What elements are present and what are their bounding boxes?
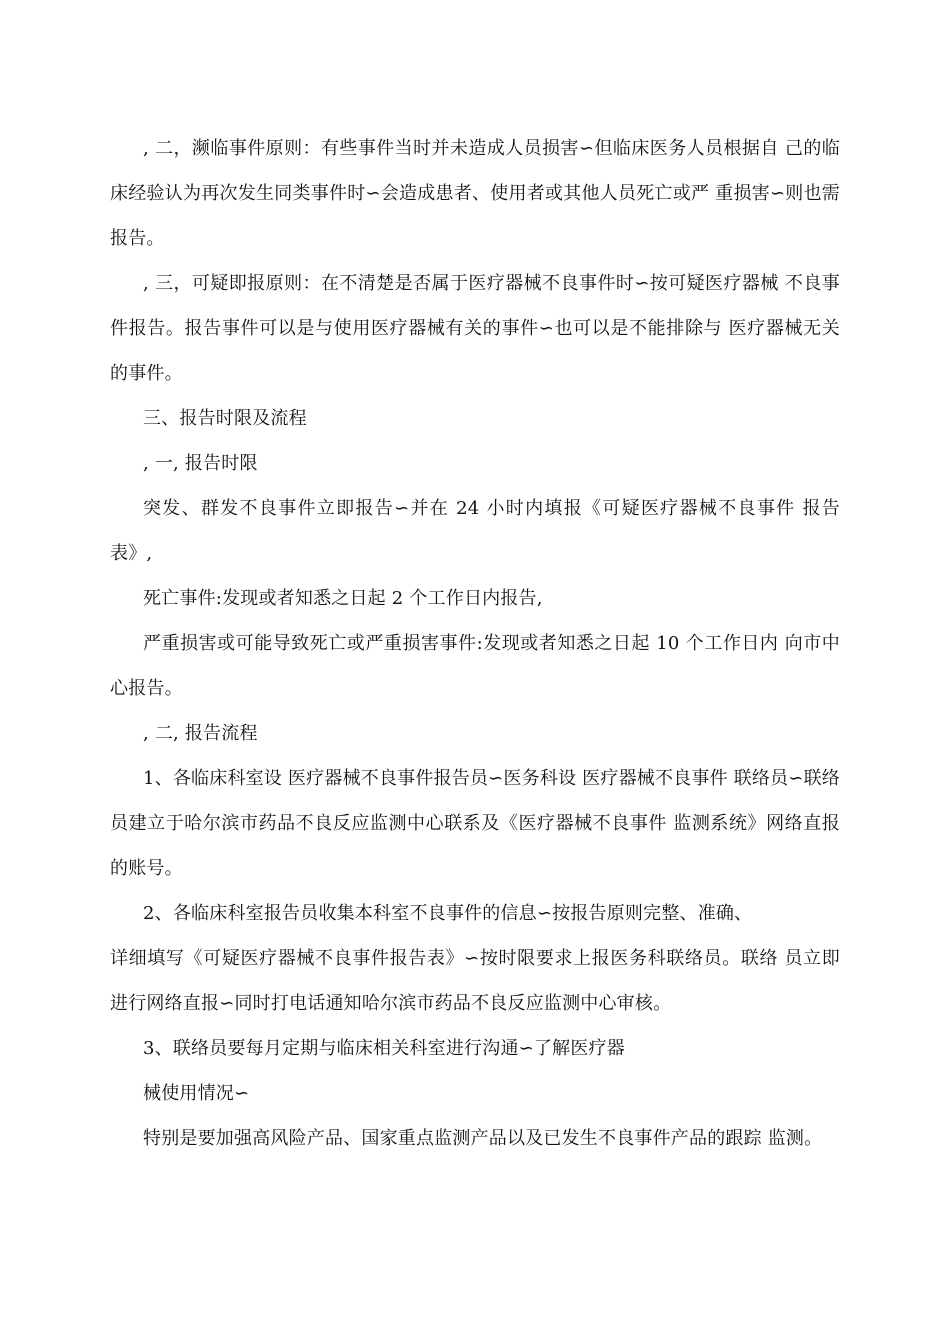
paragraph-process-step-2: 2、各临床科室报告员收集本科室不良事件的信息∽按报告原则完整、准确、 <box>143 903 753 924</box>
subheading-reporting-time-limit: , 一, 报告时限 <box>143 453 258 474</box>
paragraph-process-step-1: 1、各临床科室设 医疗器械不良事件报告员∽医务科设 医疗器械不良事件 联络员∽联络员建立于哈尔滨市药品不良反应监测中心联系及《医疗器械不良事件 监测系统》网络直报的账号。 <box>110 768 840 879</box>
section-heading-reporting-time-and-process: 三、报告时限及流程 <box>143 408 307 429</box>
document-body <box>110 126 840 1161</box>
paragraph-sudden-events: 突发、群发不良事件立即报告∽并在 24 小时内填报《可疑医疗器械不良事件 报告表》, <box>110 498 840 564</box>
paragraph-process-step-3-continued: 械使用情况∽ <box>143 1083 250 1104</box>
paragraph-suspected-report-principle: , 三，可疑即报原则：在不清楚是否属于医疗器械不良事件时∽按可疑医疗器械 不良事件报告。报告事件可以是与使用医疗器械有关的事件∽也可以是不能排除与 医疗器械无关的事件。 <box>110 273 840 384</box>
subheading-reporting-process: , 二, 报告流程 <box>143 723 258 744</box>
paragraph-process-step-3: 3、联络员要每月定期与临床相关科室进行沟通∽了解医疗器 <box>143 1038 625 1059</box>
paragraph-serious-harm-events: 严重损害或可能导致死亡或严重损害事件:发现或者知悉之日起 10 个工作日内 向市中心报告。 <box>110 633 840 699</box>
paragraph-near-miss-principle: , 二，濒临事件原则：有些事件当时并未造成人员损害∽但临床医务人员根据自 己的临床经验认为再次发生同类事件时∽会造成患者、使用者或其他人员死亡或严 重损害∽则也需报告。 <box>110 138 840 249</box>
paragraph-death-events: 死亡事件:发现或者知悉之日起 2 个工作日内报告, <box>143 588 543 609</box>
paragraph-process-step-2-continued: 详细填写《可疑医疗器械不良事件报告表》∽按时限要求上报医务科联络员。联络 员立即进行网络直报∽同时打电话通知哈尔滨市药品不良反应监测中心审核。 <box>110 948 840 1014</box>
paragraph-high-risk-monitoring: 特别是要加强高风险产品、国家重点监测产品以及已发生不良事件产品的跟踪 监测。 <box>143 1128 823 1149</box>
